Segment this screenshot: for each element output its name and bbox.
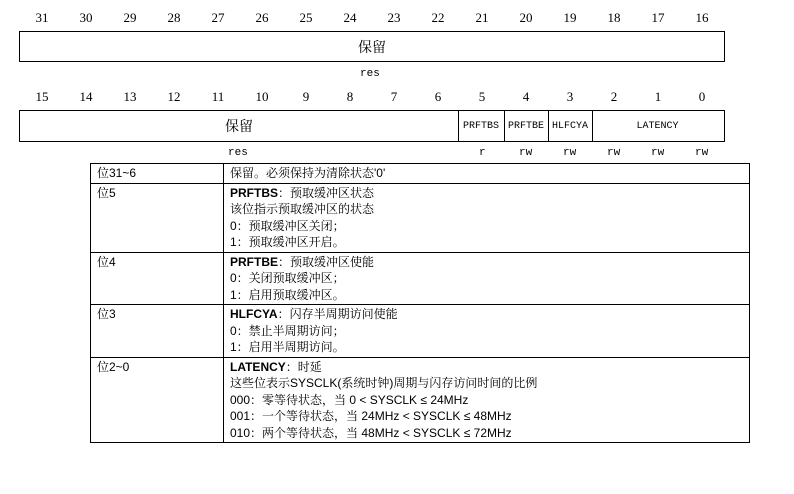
description-line: 001：一个等待状态，当 24MHz < SYSCLK ≤ 48MHz	[230, 409, 512, 423]
bit-number: 14	[79, 89, 93, 104]
prftbe-field: PRFTBE	[507, 120, 544, 132]
table-row	[91, 183, 750, 252]
description-line: 000：零等待状态，当 0 < SYSCLK ≤ 24MHz	[230, 392, 469, 407]
bit-range-cell: 位31~6	[91, 164, 224, 184]
bit-number: 13	[123, 89, 137, 104]
bit-description-table	[90, 163, 750, 443]
bit-number: 16	[695, 10, 709, 25]
bit-number: 20	[519, 10, 533, 25]
description-cell	[224, 252, 750, 305]
bit5-access-label: r	[479, 147, 486, 159]
description-cell	[224, 164, 750, 184]
bit-number: 29	[123, 10, 137, 25]
prftbs-field: PRFTBS	[462, 120, 499, 132]
description-cell	[224, 305, 750, 358]
bit3-access-label: rw	[563, 147, 577, 159]
description-cell	[224, 183, 750, 252]
table-row	[91, 357, 750, 443]
bottom-register-box	[19, 110, 725, 142]
bit-number: 6	[434, 89, 442, 104]
bit-number: 17	[651, 10, 665, 25]
bit0-access-label: rw	[695, 147, 709, 159]
bit-range-cell: 位5	[91, 183, 224, 252]
bit-number: 21	[475, 10, 489, 25]
description-line: 1：启用预取缓冲区。	[230, 287, 345, 302]
description-line: 010：两个等待状态，当 48MHz < SYSCLK ≤ 72MHz	[230, 425, 512, 440]
field-summary: ：闪存半周期访问使能	[277, 307, 398, 321]
field-name: PRFTBE	[230, 254, 278, 269]
description-cell	[224, 357, 750, 443]
description-line: 1：启用半周期访问。	[230, 340, 345, 354]
field-summary: ：预取缓冲区使能	[278, 254, 375, 269]
hlfcya-field: HLFCYA	[551, 120, 588, 132]
top-register-box	[19, 31, 725, 62]
top-access-label: res	[360, 68, 380, 80]
reserved-access-label: res	[228, 147, 248, 159]
description-line: 这些位表示SYSCLK(系统时钟)周期与闪存访问时间的比例	[230, 376, 538, 390]
bit-number: 15	[35, 89, 49, 104]
bit-number: 4	[522, 89, 530, 104]
reserved-field-bottom: 保留	[225, 120, 253, 135]
reserved-field-top: 保留	[358, 40, 386, 56]
bit-number: 25	[299, 10, 313, 25]
bit-number: 26	[255, 10, 269, 25]
bit-number: 24	[343, 10, 357, 25]
bit-number: 27	[211, 10, 225, 25]
field-summary: ：时延	[285, 359, 322, 374]
bit2-access-label: rw	[607, 147, 621, 159]
bit4-access-label: rw	[519, 147, 533, 159]
description-line: 0：预取缓冲区关闭；	[230, 218, 345, 233]
bit-number: 23	[387, 10, 401, 25]
field-name: HLFCYA	[230, 307, 278, 321]
bit-number: 28	[167, 10, 181, 25]
bit-range-cell: 位3	[91, 305, 224, 358]
bit-number: 1	[654, 89, 662, 104]
bit-number: 31	[35, 10, 49, 25]
bit-number: 8	[346, 89, 354, 104]
description-line: 1：预取缓冲区开启。	[230, 235, 345, 249]
description-line: 0：关闭预取缓冲区；	[230, 271, 345, 285]
table-row	[91, 164, 750, 184]
field-summary: ：预取缓冲区状态	[278, 185, 375, 200]
bit-range-cell: 位2~0	[91, 357, 224, 443]
bit-number: 19	[563, 10, 577, 25]
bit-number: 5	[478, 89, 486, 104]
bit-number: 3	[566, 89, 574, 104]
bit-number: 0	[698, 89, 706, 104]
field-name: LATENCY	[230, 359, 286, 374]
bit-number: 9	[302, 89, 310, 104]
bit-number: 22	[431, 10, 445, 25]
description-text: 保留。必须保持为清除状态'0'	[230, 166, 386, 180]
latency-field: LATENCY	[636, 120, 679, 132]
table-row	[91, 305, 750, 358]
field-name: PRFTBS	[230, 185, 278, 200]
bit1-access-label: rw	[651, 147, 665, 159]
description-line: 该位指示预取缓冲区的状态	[230, 202, 375, 216]
bit-number: 7	[390, 89, 398, 104]
bit-number: 18	[607, 10, 621, 25]
bit-number: 10	[255, 89, 269, 104]
bit-range-cell: 位4	[91, 252, 224, 305]
bit-number: 11	[211, 89, 225, 104]
table-row	[91, 252, 750, 305]
bit-number: 12	[167, 89, 181, 104]
bit-number: 30	[79, 10, 93, 25]
bit-number: 2	[610, 89, 618, 104]
description-line: 0：禁止半周期访问；	[230, 323, 345, 338]
